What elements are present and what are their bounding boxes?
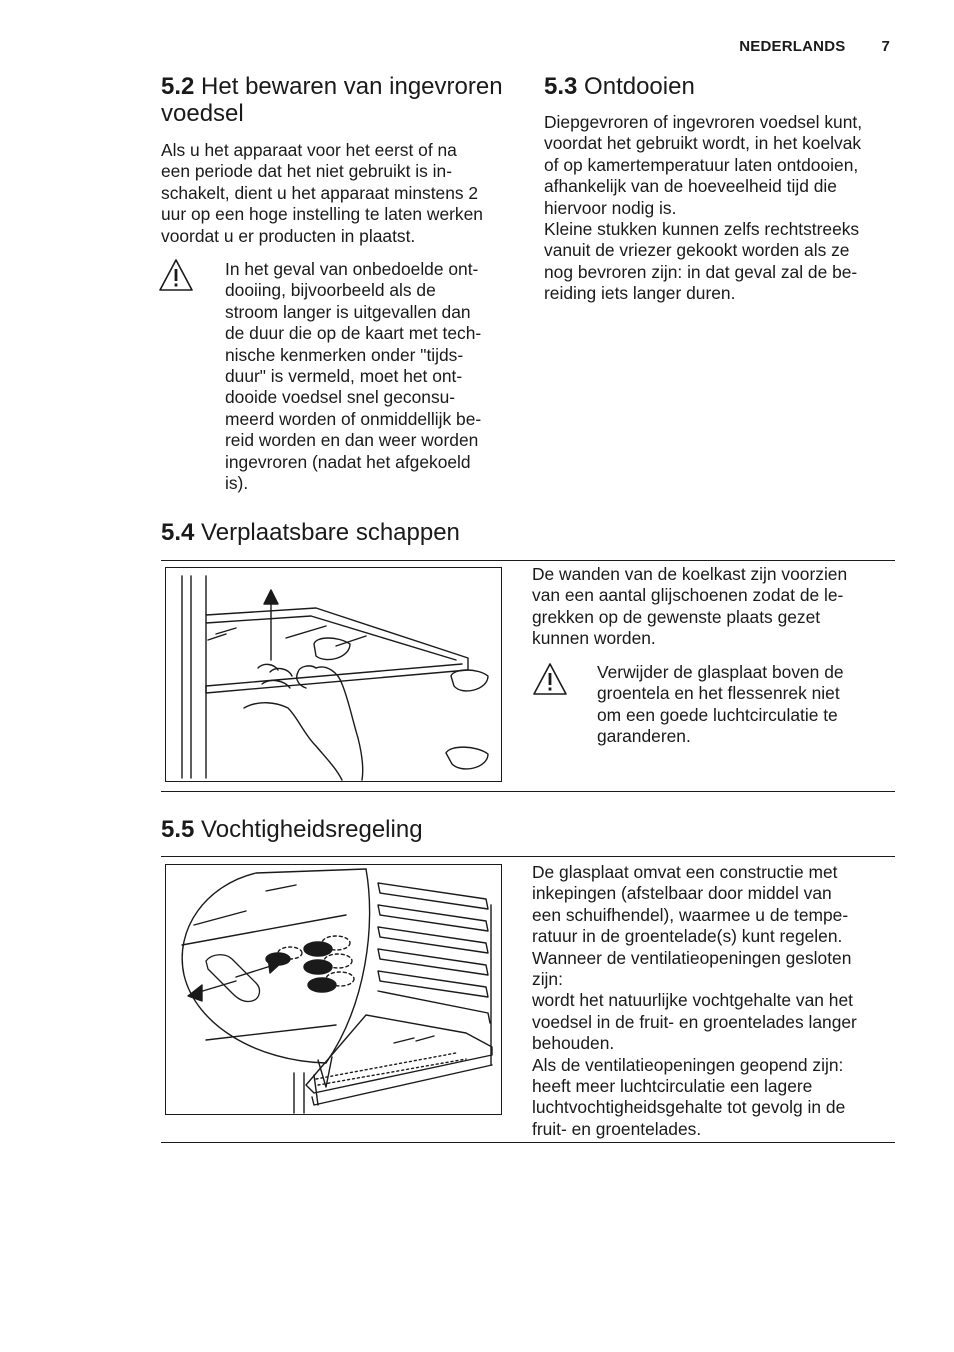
section-5-4-body: De wanden van de koelkast zijn voorzien van een aantal glijschoenen zodat de le- grekken op de gewenste plaats gezet kunnen worden.	[532, 564, 848, 649]
section-5-3-heading	[544, 73, 904, 100]
page-header	[739, 38, 890, 55]
section-5-4-warning: Verwijder de glasplaat boven de groentela en het flessenrek niet om een goede luchtcirculatie te garanderen.	[597, 662, 844, 747]
section-5-5-bottom-rule	[161, 1142, 895, 1143]
warning-triangle-icon	[158, 258, 194, 292]
section-5-5-heading	[161, 816, 661, 843]
section-number: 5.3	[544, 73, 578, 100]
section-5-2-warning: In het geval van onbedoelde ont- dooiing, bijvoorbeeld als de stroom langer is uitgevallen dan de duur die op de kaart met tech- nische kenmerken onder "tijds- duur" is vermeld, moet het ont- dooide voedsel snel geconsu- meerd worden of onmiddellijk be- reid worden en dan weer worden ingevroren (nadat het afgekoeld is).	[225, 259, 482, 494]
section-5-3-body: Diepgevroren of ingevroren voedsel kunt, voordat het gebruikt wordt, in het koelvak of op kamertemperatuur laten ontdooien, afhankelijk van de hoeveelheid tijd die hiervoor nodig is. Kleine stukken kunnen zelfs rechtstreeks vanuit de vriezer gekookt worden als ze nog bevroren zijn: in dat geval zal de be- reiding iets langer duren.	[544, 112, 863, 304]
section-5-2-body: Als u het apparaat voor het eerst of na een periode dat het niet gebruikt is in- schakelt, dient u het apparaat minstens 2 uur op een hoge instelling te laten werken voordat u er producten in plaatst.	[161, 140, 483, 246]
header-language: NEDERLANDS	[739, 38, 846, 55]
section-number: 5.4	[161, 519, 195, 546]
section-5-2-heading	[161, 73, 521, 127]
section-title: Vochtigheidsregeling	[201, 816, 423, 843]
section-title: Het bewaren van ingevroren voedsel	[161, 73, 503, 127]
section-number: 5.5	[161, 816, 195, 843]
section-5-5-top-rule	[161, 856, 895, 857]
section-number: 5.2	[161, 73, 195, 100]
humidity-control-illustration	[165, 864, 502, 1115]
section-5-4-top-rule	[161, 560, 895, 561]
page-number: 7	[881, 38, 890, 55]
section-5-4-heading	[161, 519, 661, 546]
warning-triangle-icon	[532, 662, 568, 696]
section-title: Verplaatsbare schappen	[201, 519, 460, 546]
shelf-illustration	[165, 567, 502, 782]
section-5-5-body: De glasplaat omvat een constructie met inkepingen (afstelbaar door middel van een schuifhendel), waarmee u de tempe- ratuur in de groentelade(s) kunt regelen. Wanneer de ventilatieopeningen gesloten zijn: wordt het natuurlijke vochtgehalte van het voedsel in de fruit- en groentelades langer behouden. Als de ventilatieopeningen geopend zijn: heeft meer luchtcirculatie een lagere luchtvochtigheidsgehalte tot gevolg in de fruit- en groentelades.	[532, 862, 857, 1139]
section-title: Ontdooien	[584, 73, 695, 100]
section-5-4-bottom-rule	[161, 791, 895, 792]
